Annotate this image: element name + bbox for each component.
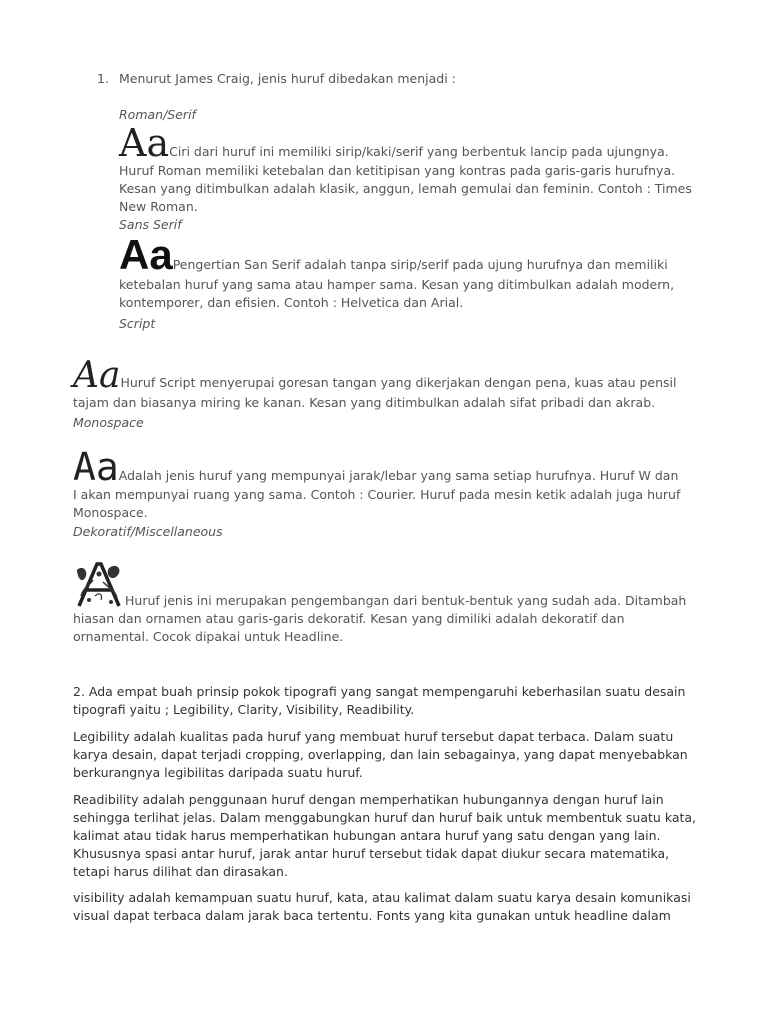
roman-paragraph — [119, 121, 699, 216]
script-paragraph — [73, 355, 683, 412]
roman-label: Roman/Serif — [119, 107, 196, 122]
readibility-paragraph: Readibility adalah penggunaan huruf dengan memperhatikan hubungannya dengan huruf lain sehingga terlihat jelas. Dalam menggabungkan huruf dan huruf baik untuk membentuk suatu kata, kalimat atau tidak harus memperhatikan hubungan antara huruf yang satu dengan yang lain. Khususnya spasi antar huruf, jarak antar huruf tersebut tidak dapat diukur secara matematika, tetapi harus dilihat dan dirasakan. — [73, 792, 697, 879]
mono-paragraph — [73, 445, 683, 522]
mono-sample-glyph: Aa — [73, 445, 119, 489]
roman-text-rest: Huruf Roman memiliki ketebalan dan ketitipisan yang kontras pada garis-garis hurufnya. Kesan yang ditimbulkan adalah klasik, anggun, lemah gemulai dan feminin. Contoh : Times New Roman. — [119, 163, 692, 214]
mono-text-rest: dan I akan mempunyai ruang yang sama. Contoh : Courier. Huruf pada mesin ketik adalah juga huruf Monospace. — [73, 468, 681, 520]
sans-label: Sans Serif — [119, 217, 182, 232]
deco-label: Dekoratif/Miscellaneous — [73, 524, 223, 539]
sans-paragraph — [119, 231, 689, 312]
mono-text-first: Adalah jenis huruf yang mempunyai jarak/lebar yang sama setiap hurufnya. Huruf W — [118, 468, 651, 483]
legibility-paragraph: Legibility adalah kualitas pada huruf yang membuat huruf tersebut dapat terbaca. Dalam suatu karya desain, dapat terjadi cropping, overlapping, dan lain sebagainya, yang dapat menyebabkan berkurangnya legibilitas daripada suatu huruf. — [73, 729, 688, 780]
roman-text-first: Ciri dari huruf ini memiliki sirip/kaki/serif yang berbentuk lancip pada ujungnya. — [169, 144, 669, 159]
sans-text-first: Pengertian San Serif adalah tanpa sirip/serif pada ujung hurufnya dan memiliki — [172, 257, 668, 272]
list-number-1: 1. — [97, 71, 109, 86]
script-text-rest: tajam dan biasanya miring ke kanan. Kesan yang ditimbulkan adalah sifat pribadi dan akrab. — [73, 395, 656, 410]
mono-label: Monospace — [73, 415, 144, 430]
script-sample-glyph: Aa — [73, 355, 121, 396]
sans-sample-glyph: Aa — [119, 231, 173, 278]
visibility-paragraph: visibility adalah kemampuan suatu huruf, kata, atau kalimat dalam suatu karya desain komunikasi visual dapat terbaca dalam jarak baca tertentu. Fonts yang kita gunakan untuk headline dalam — [73, 890, 691, 923]
deco-text-rest: hiasan dan ornamen atau garis-garis dekoratif. Kesan yang dimiliki adalah dekoratif dan ornamental. Cocok dipakai untuk Headline. — [73, 611, 625, 644]
deco-paragraph — [73, 592, 691, 646]
section2-intro: 2. Ada empat buah prinsip pokok tipografi yang sangat mempengaruhi keberhasilan suatu desain tipografi yaitu ; Legibility, Clarity, Visibility, Readibility. — [73, 684, 686, 717]
script-label: Script — [119, 316, 156, 331]
section1-heading: Menurut James Craig, jenis huruf dibedakan menjadi : — [119, 71, 456, 86]
deco-text-first: Huruf jenis ini merupakan pengembangan dari bentuk-bentuk yang sudah ada. Ditambah — [125, 593, 687, 608]
script-text-first: Huruf Script menyerupai goresan tangan yang dikerjakan dengan pena, kuas atau pensil — [120, 375, 677, 390]
roman-sample-glyph: Aa — [119, 121, 170, 165]
sans-text-rest: ketebalan huruf yang sama atau hamper sama. Kesan yang ditimbulkan adalah modern, kontemporer, dan efisien. Contoh : Helvetica dan Arial. — [119, 277, 675, 310]
